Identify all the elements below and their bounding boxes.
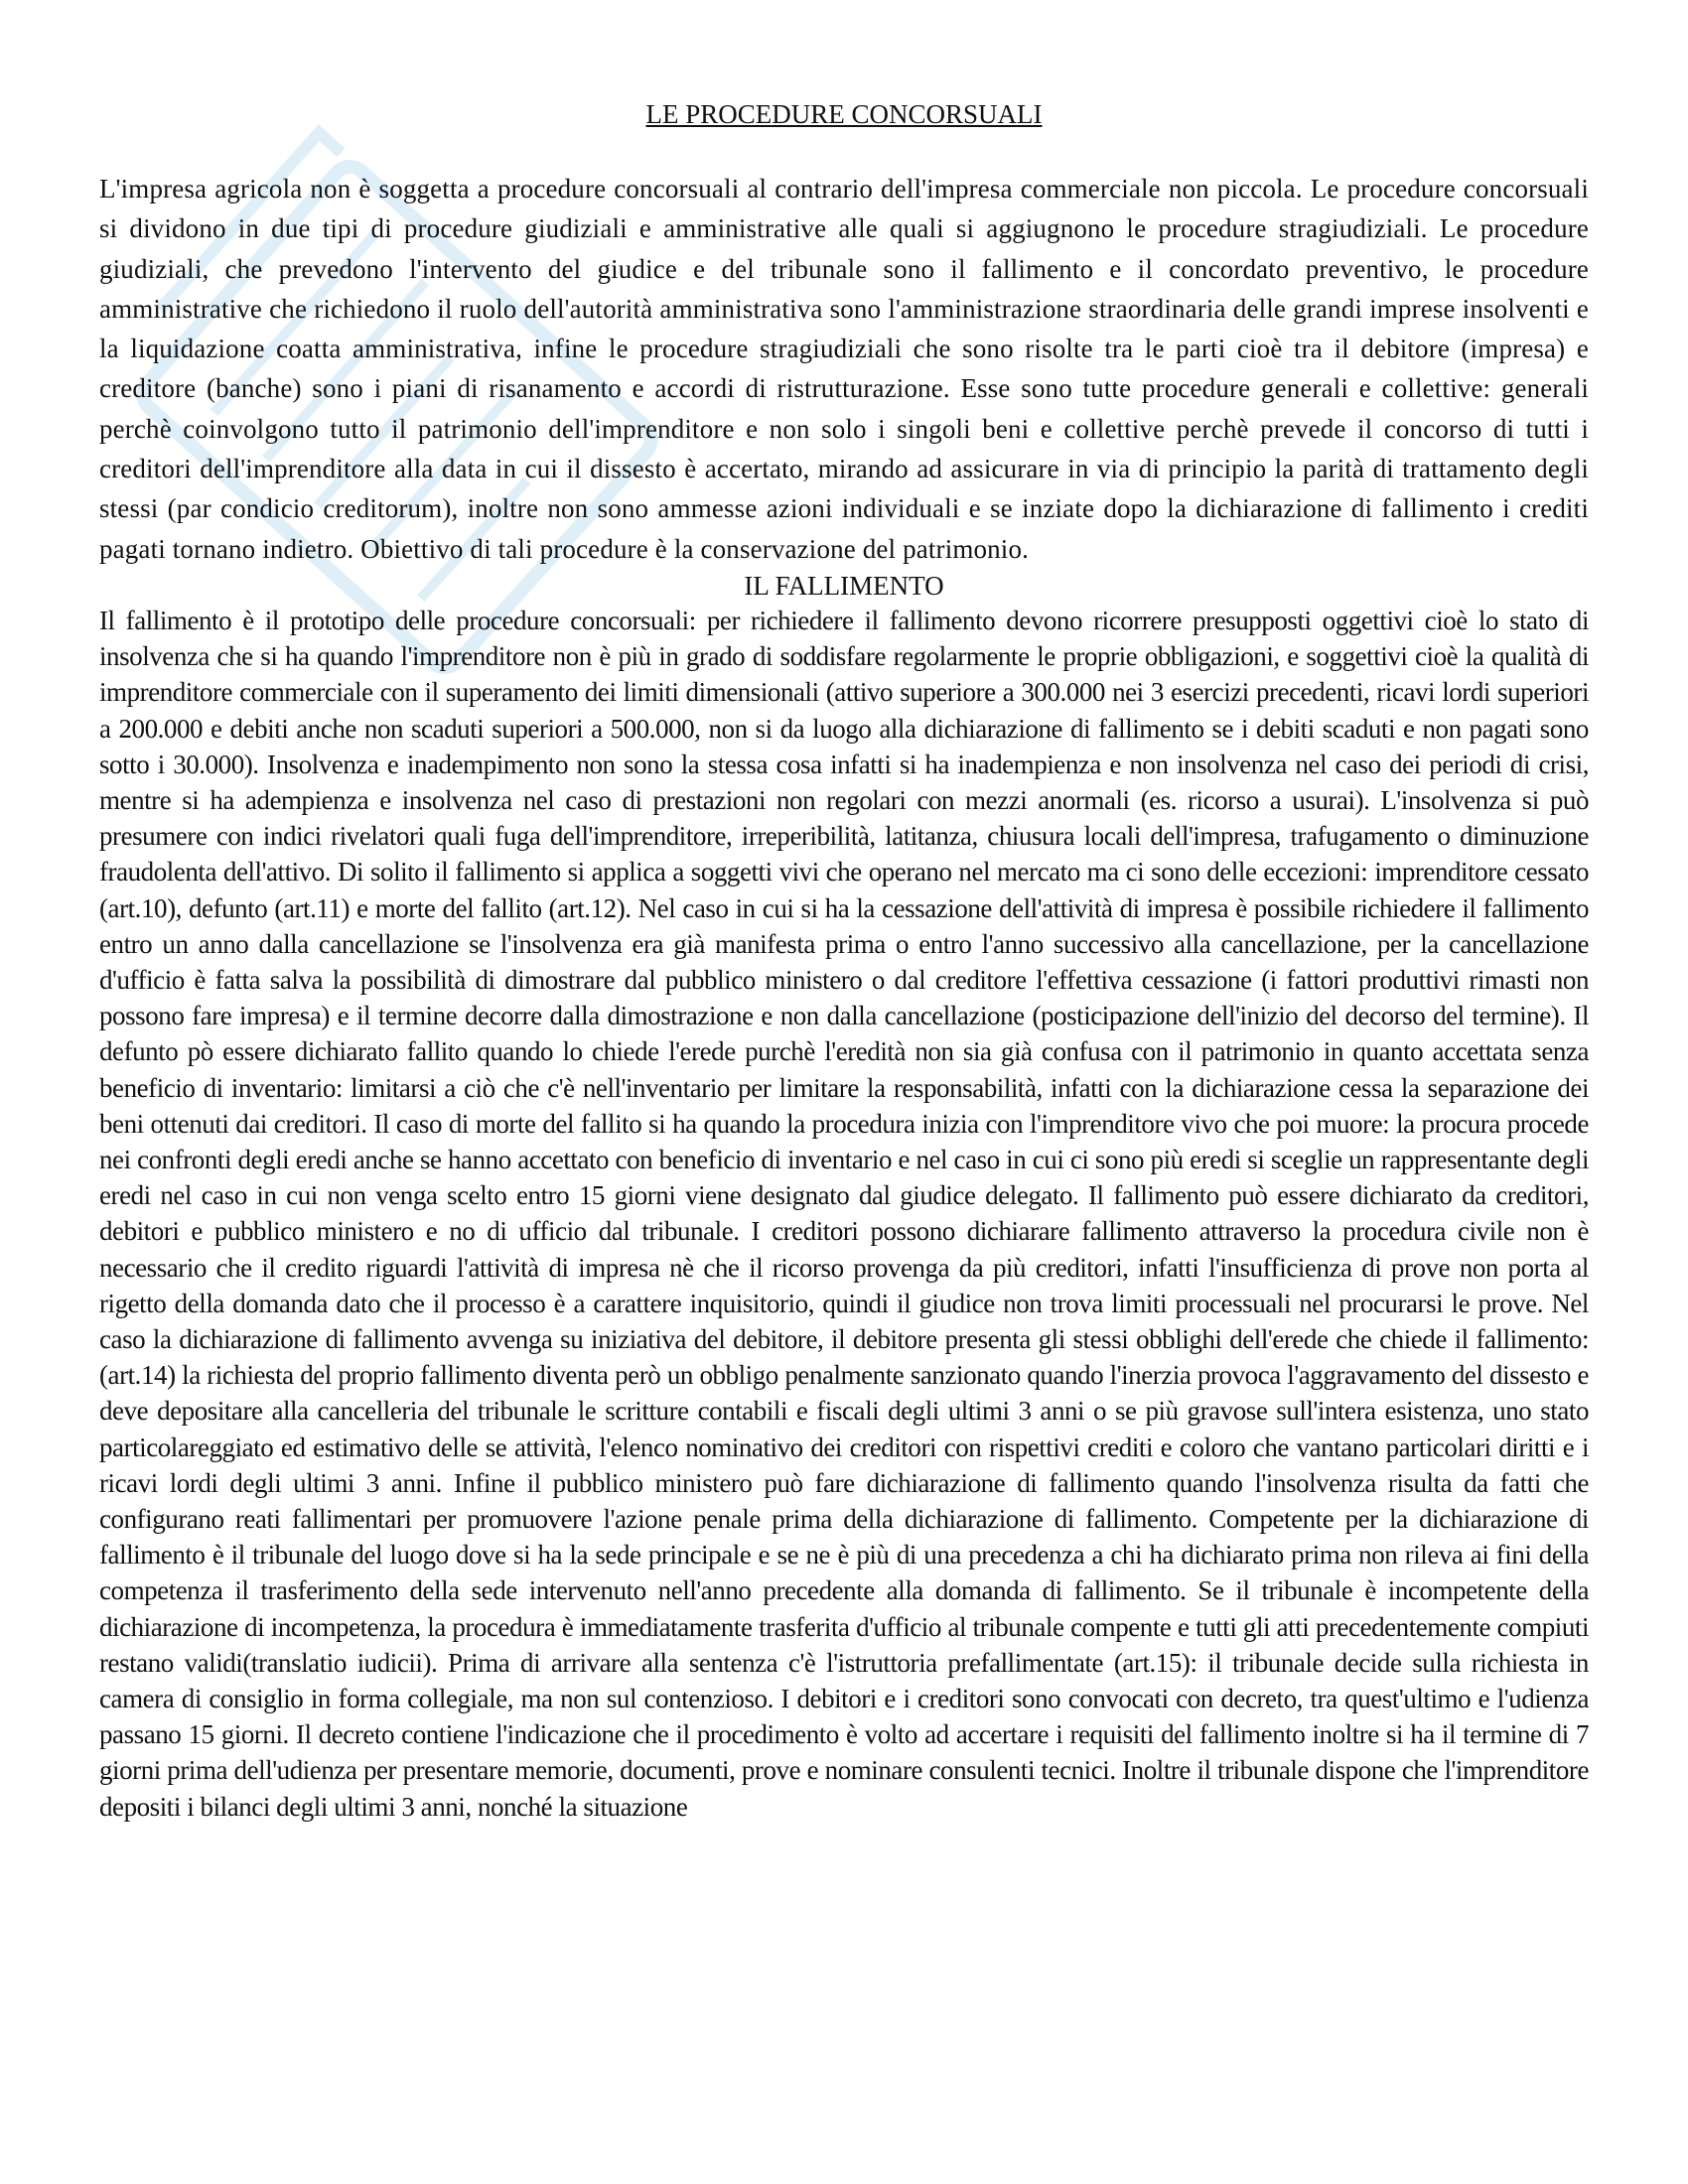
- fallimento-paragraph: Il fallimento è il prototipo delle procedure concorsuali: per richiedere il fallimento devono ricorrere presupposti oggettivi cioè lo stato di insolvenza che si ha quando l'imprenditore non è più in grado di soddisfare regolarmente le proprie obbligazioni, e soggettivi cioè la qualità di imprenditore commerciale con il superamento dei limiti dimensionali (attivo superiore a 300.000 nei 3 esercizi precedenti, ricavi lordi superiori a 200.000 e debiti anche non scaduti superiori a 500.000, non si da luogo alla dichiarazione di fallimento se i debiti scaduti e non pagati sono sotto i 30.000). Insolvenza e inadempimento non sono la stessa cosa infatti si ha inadempienza e non insolvenza nel caso dei periodi di crisi, mentre si ha adempienza e insolvenza nel caso di prestazioni non regolari con mezzi anormali (es. ricorso a usurai). L'insolvenza si può presumere con indici rivelatori quali fuga dell'imprenditore, irreperibilità, latitanza, chiusura locali dell'impresa, trafugamento o diminuzione fraudolenta dell'attivo. Di solito il fallimento si applica a soggetti vivi che operano nel mercato ma ci sono delle eccezioni: imprenditore cessato (art.10), defunto (art.11) e morte del fallito (art.12). Nel caso in cui si ha la cessazione dell'attività di impresa è possibile richiedere il fallimento entro un anno dalla cancellazione se l'insolvenza era già manifesta prima o entro l'anno successivo alla cancellazione, per la cancellazione d'ufficio è fatta salva la possibilità di dimostrare dal pubblico ministero o dal creditore l'effettiva cessazione (i fattori produttivi rimasti non possono fare impresa) e il termine decorre dalla dimostrazione e non dalla cancellazione (posticipazione dell'inizio del decorso del termine). Il defunto pò essere dichiarato fallito quando lo chiede l'erede purchè l'eredità non sia già confusa con il patrimonio in quanto accettata senza beneficio di inventario: limitarsi a ciò che c'è nell'inventario per limitare la responsabilità, infatti con la dichiarazione cessa la separazione dei beni ottenuti dai creditori. Il caso di morte del fallito si ha quando la procedura inizia con l'imprenditore vivo che poi muore: la procura procede nei confronti degli eredi anche se hanno accettato con beneficio di inventario e nel caso in cui ci sono più eredi si sceglie un rappresentante degli eredi nel caso in cui non venga scelto entro 15 giorni viene designato dal giudice delegato. Il fallimento può essere dichiarato da creditori, debitori e pubblico ministero e no di ufficio dal tribunale. I creditori possono dichiarare fallimento attraverso la procedura civile non è necessario che il credito riguardi l'attività di impresa nè che il ricorso provenga da più creditori, infatti l'insufficienza di prove non porta al rigetto della domanda dato che il processo è a carattere inquisitorio, quindi il giudice non trova limiti processuali nel procurarsi le prove. Nel caso la dichiarazione di fallimento avvenga su iniziativa del debitore, il debitore presenta gli stessi obblighi dell'erede che chiede il fallimento: (art.14) la richiesta del proprio fallimento diventa però un obbligo penalmente sanzionato quando l'inerzia provoca l'aggravamento del dissesto e deve depositare alla cancelleria del tribunale le scritture contabili e fiscali degli ultimi 3 anni o se più gravose sull'intera esistenza, uno stato particolareggiato ed estimativo delle se attività, l'elenco nominativo dei creditori con rispettivi crediti e coloro che vantano particolari diritti e i ricavi lordi degli ultimi 3 anni. Infine il pubblico ministero può fare dichiarazione di fallimento quando l'insolvenza risulta da fatti che configurano reati fallimentari per promuovere l'azione penale prima della dichiarazione di fallimento. Competente per la dichiarazione di fallimento è il tribunale del luogo dove si ha la sede principale e se ne è più di una precedenza a chi ha dichiarato prima non rileva ai fini della competenza il trasferimento della sede intervenuto nell'anno precedente alla domanda di fallimento. Se il tribunale è incompetente della dichiarazione di incompetenza, la procedura è immediatamente trasferita d'ufficio al tribunale compente e tutti gli atti precedentemente compiuti restano validi(translatio iudicii). Prima di arrivare alla sentenza c'è l'istruttoria prefallimentate (art.15): il tribunale decide sulla richiesta in camera di consiglio in forma collegiale, ma non sul contenzioso. I debitori e i creditori sono convocati con decreto, tra quest'ultimo e l'udienza passano 15 giorni. Il decreto contiene l'indicazione che il procedimento è volto ad accertare i requisiti del fallimento inoltre si ha il termine di 7 giorni prima dell'udienza per presentare memorie, documenti, prove e nominare consulenti tecnici. Inoltre il tribunale dispone che l'imprenditore depositi i bilanci degli ultimi 3 anni, nonché la situazione: [99, 605, 1589, 1822]
- section-title-fallimento: IL FALLIMENTO: [744, 570, 944, 601]
- document-title: LE PROCEDURE CONCORSUALI: [645, 99, 1043, 129]
- document-page: [99, 97, 1589, 1825]
- intro-paragraph: L'impresa agricola non è soggetta a procedure concorsuali al contrario dell'impresa commerciale non piccola. Le procedure concorsuali si dividono in due tipi di procedure giudiziali e amministrative alle quali si aggiugnono le procedure stragiudiziali. Le procedure giudiziali, che prevedono l'intervento del giudice e del tribunale sono il fallimento e il concordato preventivo, le procedure amministrative che richiedono il ruolo dell'autorità amministrativa sono l'amministrazione straordinaria delle grandi imprese insolventi e la liquidazione coatta amministrativa, infine le procedure stragiudiziali che sono risolte tra le parti cioè tra il debitore (impresa) e creditore (banche) sono i piani di risanamento e accordi di ristrutturazione. Esse sono tutte procedure generali e collettive: generali perchè coinvolgono tutto il patrimonio dell'imprenditore e non solo i singoli beni e collettive perchè prevede il concorso di tutti i creditori dell'imprenditore alla data in cui il dissesto è accertato, mirando ad assicurare in via di principio la parità di trattamento degli stessi (par condicio creditorum), inoltre non sono ammesse azioni individuali e se inziate dopo la dichiarazione di fallimento i crediti pagati tornano indietro. Obiettivo di tali procedure è la conservazione del patrimonio.: [99, 174, 1589, 564]
